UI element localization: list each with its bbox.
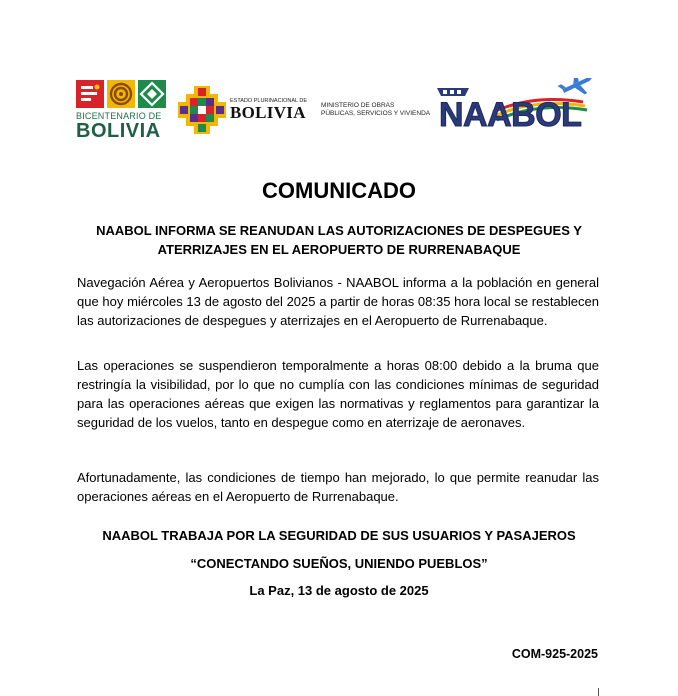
slogan: “CONECTANDO SUEÑOS, UNIENDO PUEBLOS” — [190, 556, 488, 571]
bicentenario-line1: BICENTENARIO DE — [76, 111, 162, 121]
bicentenario-square-green — [138, 80, 166, 108]
place-date: La Paz, 13 de agosto de 2025 — [249, 583, 429, 598]
bicentenario-square-yellow — [107, 80, 135, 108]
bicentenario-emblem — [76, 80, 172, 108]
page-edge-mark — [598, 688, 599, 696]
document-title: COMUNICADO — [262, 178, 416, 203]
ministerio-logo-text: MINISTERIO DE OBRAS PÚBLICAS, SERVICIOS Y VIVIENDA — [321, 102, 431, 117]
paragraph-2: Las operaciones se suspendieron temporalmente a horas 08:00 debido a la bruma que restringía la visibilidad, por lo que no cumplía con las condiciones mínimas de seguridad para las operaciones aéreas que exigen las normativas y reglamentos para garantizar la seguridad de los vuelos, tanto en despegue como en aterrizaje de aeronaves. — [77, 358, 599, 430]
estado-plurinacional-logo — [176, 84, 311, 136]
naabol-logo — [433, 78, 599, 138]
bicentenario-logo — [76, 80, 172, 148]
bicentenario-line2: BOLIVIA — [76, 120, 161, 142]
document-code: COM-925-2025 — [511, 647, 598, 661]
chakana-emblem-icon — [176, 84, 228, 136]
estado-main-text: BOLIVIA — [230, 103, 306, 122]
estado-top-text: ESTADO PLURINACIONAL DE — [230, 98, 308, 104]
naabol-logo-text: NAABOL — [439, 96, 582, 134]
paragraph-1: Navegación Aérea y Aeropuertos Bolivianos - NAABOL informa a la población en general que hoy miércoles 13 de agosto del 2025 a partir de horas 08:35 hora local se restablecen las autorizaciones de despegues y aterrizajes en el Aeropuerto de Rurrenabaque. — [77, 275, 599, 328]
header-logos — [0, 0, 678, 160]
paragraph-3: Afortunadamente, las condiciones de tiempo han mejorado, lo que permite reanudar las operaciones aéreas en el Aeropuerto de Rurrenabaque. — [77, 470, 599, 504]
document-subtitle: NAABOL INFORMA SE REANUDAN LAS AUTORIZACIONES DE DESPEGUES Y ATERRIZAJES EN EL AEROPUERTO DE RURRENABAQUE — [96, 223, 582, 257]
bicentenario-square-red — [76, 80, 104, 108]
closing-statement: NAABOL TRABAJA POR LA SEGURIDAD DE SUS USUARIOS Y PASAJEROS — [102, 528, 576, 543]
